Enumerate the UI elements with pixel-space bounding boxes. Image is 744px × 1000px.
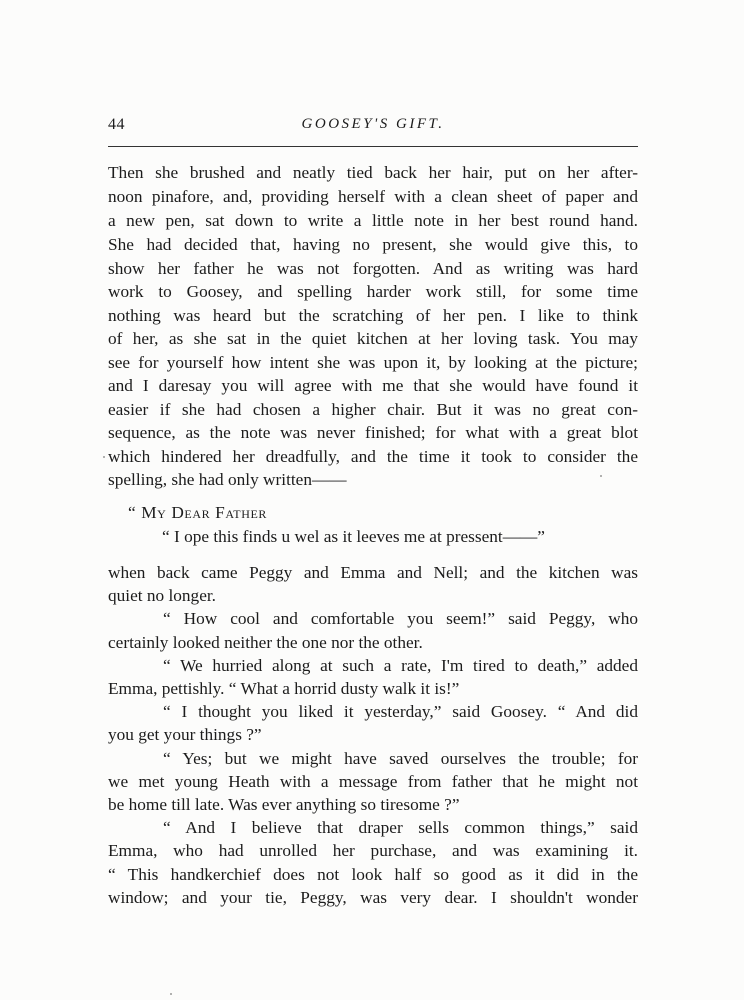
text-line: when back came Peggy and Emma and Nell; and the kitchen was: [108, 563, 638, 582]
text-line: certainly looked neither the one nor the other.: [108, 633, 423, 652]
text-line: She had decided that, having no present, she would give this, to: [108, 235, 638, 254]
text-line: “ We hurried along at such a rate, I'm tired to death,” added: [163, 656, 638, 675]
text-line: a new pen, sat down to write a little note in her best round hand.: [108, 211, 638, 230]
page-header: [108, 116, 638, 138]
text-line: of her, as she sat in the quiet kitchen at her loving task. You may: [108, 329, 638, 348]
text-line: see for yourself how intent she was upon it, by looking at the picture;: [108, 353, 638, 372]
paper-speck: [600, 475, 602, 477]
text-line: noon pinafore, and, providing herself with a clean sheet of paper and: [108, 187, 638, 206]
text-line: “ Yes; but we might have saved ourselves the trouble; for: [163, 749, 638, 768]
text-line: window; and your tie, Peggy, was very dear. I shouldn't wonder: [108, 888, 638, 907]
text-line: Then she brushed and neatly tied back her hair, put on her after-: [108, 163, 638, 182]
text-line: “ This handkerchief does not look half so good as it did in the: [108, 865, 638, 884]
text-line: and I daresay you will agree with me that she would have found it: [108, 376, 638, 395]
paper-speck: [103, 456, 105, 458]
text-line: show her father he was not forgotten. And as writing was hard: [108, 259, 638, 278]
text-line: Emma, pettishly. “ What a horrid dusty walk it is!”: [108, 679, 460, 698]
header-rule: [108, 146, 638, 147]
text-line: “ How cool and comfortable you seem!” said Peggy, who: [163, 609, 638, 628]
text-line: nothing was heard but the scratching of her pen. I like to think: [108, 306, 638, 325]
text-line: you get your things ?”: [108, 725, 262, 744]
page-number: 44: [108, 116, 125, 133]
text-line: easier if she had chosen a higher chair. But it was no great con-: [108, 400, 638, 419]
running-title: GOOSEY'S GIFT.: [301, 116, 445, 132]
letter-salutation: “ My Dear Father: [128, 503, 268, 522]
text-line: sequence, as the note was never finished; for what with a great blot: [108, 423, 638, 442]
text-line: work to Goosey, and spelling harder work still, for some time: [108, 282, 638, 301]
text-line: we met young Heath with a message from father that he might not: [108, 772, 638, 791]
letter-body: “ I ope this finds u wel as it leeves me at pressent——”: [162, 527, 545, 546]
text-line: Emma, who had unrolled her purchase, and was examining it.: [108, 841, 638, 860]
text-line: quiet no longer.: [108, 586, 216, 605]
text-line: “ I thought you liked it yesterday,” said Goosey. “ And did: [163, 702, 638, 721]
paper-speck: [170, 993, 172, 995]
text-line: be home till late. Was ever anything so tiresome ?”: [108, 795, 460, 814]
text-line: which hindered her dreadfully, and the time it took to consider the: [108, 447, 638, 466]
text-line: spelling, she had only written——: [108, 470, 347, 489]
text-line: “ And I believe that draper sells common things,” said: [163, 818, 638, 837]
